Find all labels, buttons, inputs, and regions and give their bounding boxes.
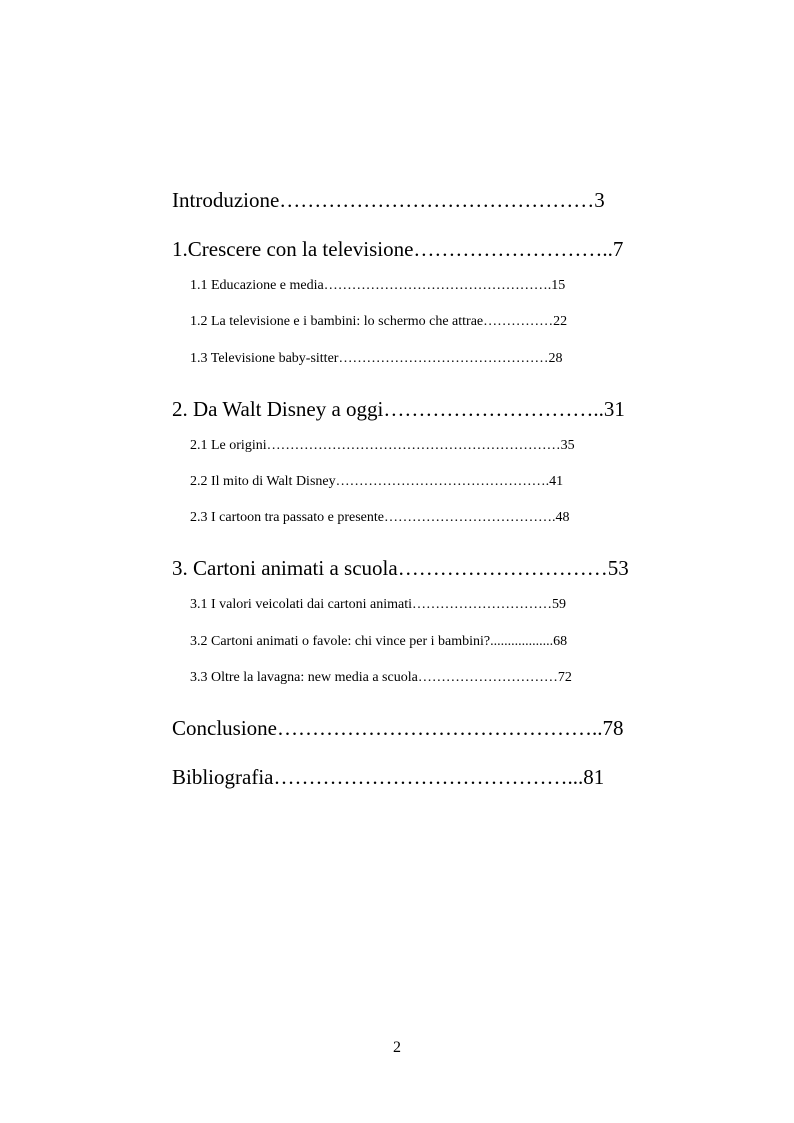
- toc-entry-page: 22: [553, 314, 568, 329]
- toc-entry-title: 1.Crescere con la televisione: [172, 237, 414, 261]
- toc-entry-page: 15: [551, 278, 566, 293]
- toc-entry-leader: ………………………………………….: [323, 278, 552, 293]
- toc-entry-title: 1.1 Educazione e media: [190, 278, 324, 293]
- toc-entry-leader: ………………………..: [413, 237, 613, 261]
- toc-entry-page: 48: [555, 510, 570, 525]
- toc-entry-title: Bibliografia: [172, 765, 274, 789]
- toc-entry-title: 3.3 Oltre la lavagna: new media a scuola: [190, 670, 418, 685]
- toc-entry-title: Introduzione: [172, 188, 280, 212]
- toc-entry-title: Conclusione: [172, 716, 277, 740]
- toc-entry-page: 53: [607, 556, 629, 580]
- toc-entry-leader: ……………………………………...: [273, 765, 584, 789]
- toc-entry-page: 28: [548, 351, 563, 366]
- toc-entry-leader: ……………………………………….: [335, 474, 550, 489]
- toc-entry-page: 7: [612, 237, 624, 261]
- toc-entry-page: 31: [603, 397, 625, 421]
- toc-entry-leader: …………………………: [411, 597, 552, 612]
- toc-entry-title: 2.1 Le origini: [190, 438, 267, 453]
- toc-entry-leader: ………………………………………………………: [266, 438, 561, 453]
- toc-entry-leader: ………………………………………: [279, 188, 595, 212]
- toc-entry-leader: …………………………: [397, 556, 608, 580]
- toc-entry-page: 3: [594, 188, 605, 212]
- toc-entry-title: 3.1 I valori veicolati dai cartoni animati: [190, 597, 412, 612]
- toc-entry-leader: …………………………..: [383, 397, 604, 421]
- toc-entry-page: 72: [557, 670, 572, 685]
- toc-entry-title: 2.3 I cartoon tra passato e presente: [190, 510, 384, 525]
- toc-entry-leader: ……………………………….: [383, 510, 556, 525]
- toc-entry-page: 68: [553, 634, 568, 649]
- toc-entry-leader: …………………………: [417, 670, 558, 685]
- toc-entry-leader: ………………………………………: [338, 351, 549, 366]
- toc-entry-title: 3.2 Cartoni animati o favole: chi vince per i bambini?: [190, 634, 491, 649]
- toc-entry-page: 81: [583, 765, 605, 789]
- toc-entry-title: 2. Da Walt Disney a oggi: [172, 397, 384, 421]
- toc-entry-leader: ……………: [483, 314, 554, 329]
- toc-entry-title: 1.3 Televisione baby-sitter: [190, 351, 339, 366]
- toc-entry-page: 78: [602, 716, 624, 740]
- toc-entry-page: 59: [551, 597, 566, 612]
- toc-entry-title: 3. Cartoni animati a scuola: [172, 556, 398, 580]
- toc-entry-title: 1.2 La televisione e i bambini: lo schermo che attrae: [190, 314, 484, 329]
- toc-entry-leader: ..................: [490, 634, 554, 649]
- page-number: 2: [393, 1039, 401, 1056]
- toc-entry-title: 2.2 Il mito di Walt Disney: [190, 474, 336, 489]
- toc-entry-leader: ………………………………………..: [277, 716, 603, 740]
- toc-entry-page: 35: [560, 438, 575, 453]
- toc-entry-bibliografia[interactable]: [151, 740, 604, 815]
- toc-entry-page: 41: [549, 474, 564, 489]
